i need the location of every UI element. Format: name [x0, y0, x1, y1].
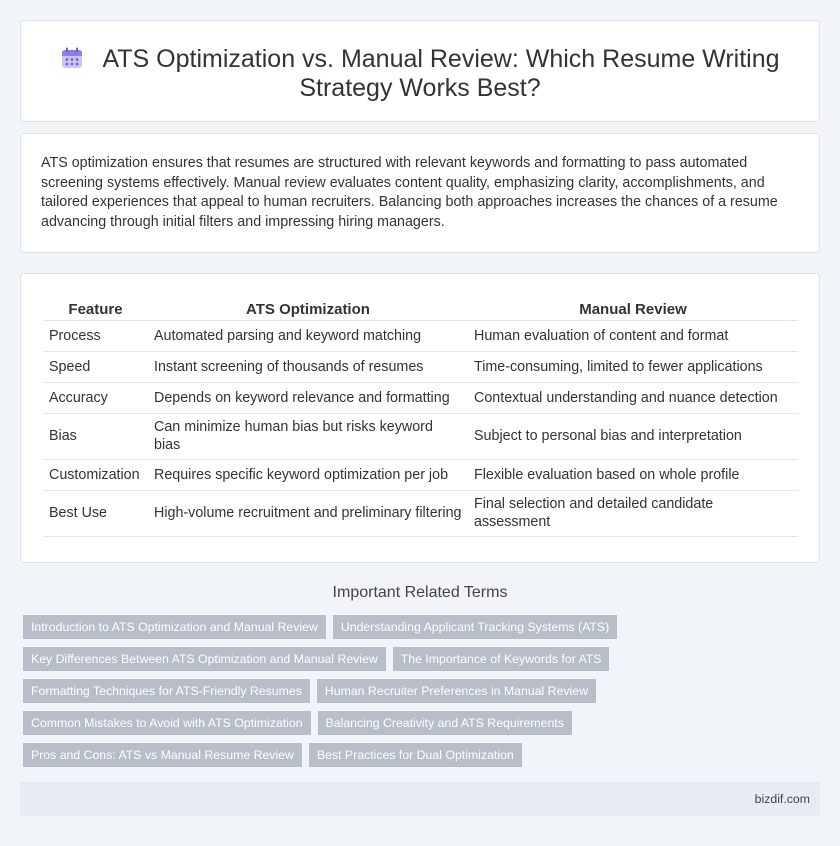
table-cell: Subject to personal bias and interpretation	[468, 413, 798, 459]
title-card	[20, 20, 820, 122]
table-row	[43, 490, 798, 536]
related-term-link[interactable]: Pros and Cons: ATS vs Manual Resume Review	[23, 743, 302, 767]
title-line-1: ATS Optimization vs. Manual Review: Which Resume Writing	[102, 45, 780, 73]
summary-card	[20, 133, 820, 253]
table-cell: Customization	[43, 459, 148, 490]
table-cell: Contextual understanding and nuance detection	[468, 382, 798, 413]
calendar-icon	[60, 46, 84, 70]
table-cell: Flexible evaluation based on whole profile	[468, 459, 798, 490]
table-cell: Requires specific keyword optimization per job	[148, 459, 468, 490]
table-row	[43, 320, 798, 351]
table-cell: Final selection and detailed candidate assessment	[468, 490, 798, 536]
related-term-link[interactable]: Human Recruiter Preferences in Manual Review	[317, 679, 596, 703]
table-cell: Accuracy	[43, 382, 148, 413]
page-title	[21, 45, 819, 103]
related-term-link[interactable]: Understanding Applicant Tracking Systems (ATS)	[333, 615, 617, 639]
comparison-table-card	[20, 273, 820, 563]
related-term-link[interactable]: Key Differences Between ATS Optimization and Manual Review	[23, 647, 386, 671]
footer	[20, 782, 820, 816]
title-line-2: Strategy Works Best?	[299, 74, 541, 102]
table-row	[43, 382, 798, 413]
comparison-table	[43, 294, 798, 537]
table-cell: Time-consuming, limited to fewer applications	[468, 351, 798, 382]
related-term-link[interactable]: Formatting Techniques for ATS-Friendly Resumes	[23, 679, 310, 703]
related-term-link[interactable]: Balancing Creativity and ATS Requirements	[318, 711, 572, 735]
table-cell: Instant screening of thousands of resumes	[148, 351, 468, 382]
table-cell: Bias	[43, 413, 148, 459]
header-feature: Feature	[43, 294, 148, 320]
table-cell: Best Use	[43, 490, 148, 536]
related-term-link[interactable]: Introduction to ATS Optimization and Manual Review	[23, 615, 326, 639]
related-terms-list	[23, 615, 803, 775]
table-row	[43, 413, 798, 459]
header-ats-optimization: ATS Optimization	[148, 294, 468, 320]
table-cell: High-volume recruitment and preliminary filtering	[148, 490, 468, 536]
table-cell: Automated parsing and keyword matching	[148, 320, 468, 351]
table-cell: Can minimize human bias but risks keyword bias	[148, 413, 468, 459]
related-term-link[interactable]: Common Mistakes to Avoid with ATS Optimization	[23, 711, 311, 735]
table-row	[43, 459, 798, 490]
table-row	[43, 351, 798, 382]
table-cell: Process	[43, 320, 148, 351]
table-cell: Speed	[43, 351, 148, 382]
table-header-row	[43, 294, 798, 320]
summary-text: ATS optimization ensures that resumes are structured with relevant keywords and formatting to pass automated screening systems effectively. Manual review evaluates content quality, emphasizing clarity, accomplishments, and tailored experiences that appeal to human recruiters. Balancing both approaches increases the chances of a resume advancing through initial filters and impressing hiring managers.	[41, 155, 778, 230]
related-term-link[interactable]: The Importance of Keywords for ATS	[393, 647, 610, 671]
related-term-link[interactable]: Best Practices for Dual Optimization	[309, 743, 522, 767]
table-cell: Depends on keyword relevance and formatting	[148, 382, 468, 413]
table-cell: Human evaluation of content and format	[468, 320, 798, 351]
related-terms-title: Important Related Terms	[332, 584, 508, 601]
footer-site-link[interactable]: bizdif.com	[754, 792, 810, 806]
header-manual-review: Manual Review	[468, 294, 798, 320]
